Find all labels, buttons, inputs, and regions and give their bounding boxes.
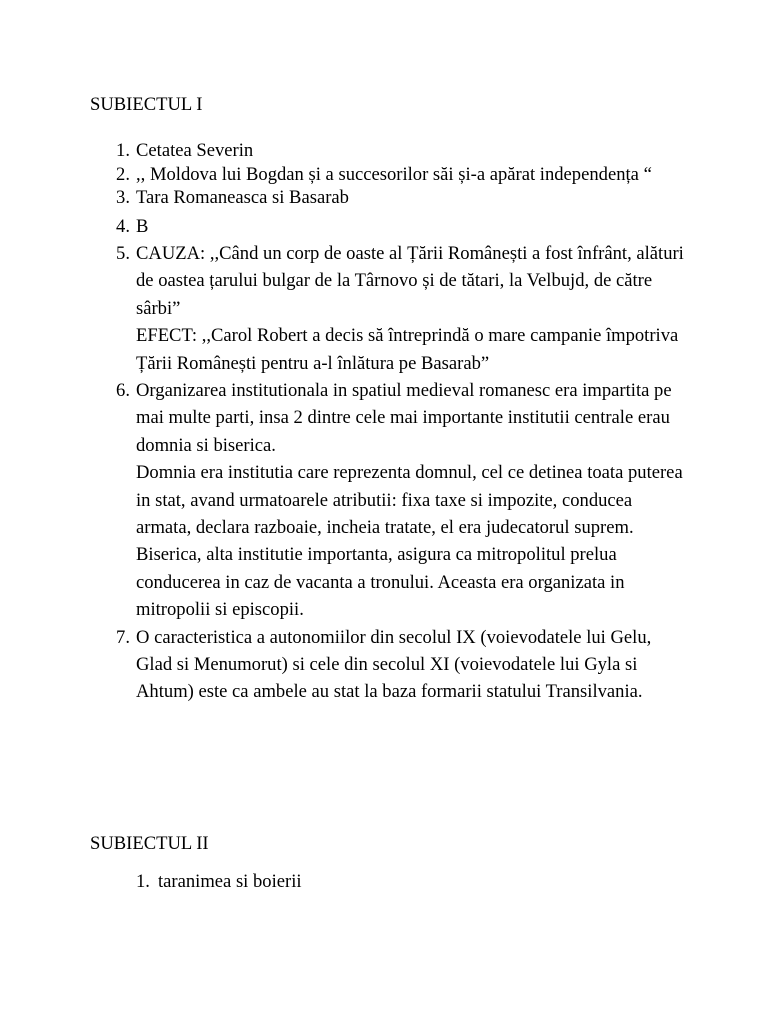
item-number: 3.: [116, 187, 130, 208]
item-number: 7.: [116, 626, 130, 648]
subject-1-heading: SUBIECTUL I: [90, 94, 203, 115]
subject-2-answer-list: [136, 870, 636, 894]
item-number: 1.: [136, 871, 150, 892]
answer-text: ,, Moldova lui Bogdan și a succesorilor săi și-a apărat independența “: [136, 163, 652, 185]
answer-item-6: [90, 377, 690, 624]
answer-item-5: [90, 240, 690, 377]
answer-paragraph: Biserica, alta institutie importanta, asigura ca mitropolitul prelua conducerea in caz de vacanta a tronului. Aceasta era organizata in mitropolii si episcopii.: [136, 544, 625, 621]
answer-paragraph: Domnia era institutia care reprezenta domnul, cel ce detinea toata puterea in stat, avand urmatoarele atributii: fixa taxe si impozite, conducea armata, declara razboaie, incheia tratate, el era judecatorul suprem.: [136, 462, 683, 538]
answer-item-1: [90, 139, 690, 163]
effect-paragraph: EFECT: ,,Carol Robert a decis să întreprindă o mare campanie împotriva Țării Românești pentru a-l înlătura pe Basarab”: [136, 325, 679, 374]
answer-item-2: [90, 163, 690, 187]
item-number: 6.: [116, 379, 130, 401]
item-number: 4.: [116, 215, 130, 237]
answer-text: O caracteristica a autonomiilor din secolul IX (voievodatele lui Gelu, Glad si Menumorut) si cele din secolul XI (voievodatele lui Gyla si Ahtum) este ca ambele au stat la baza formarii statului Transilvania.: [136, 626, 652, 703]
answer-text: B: [136, 215, 149, 237]
answer-text: taranimea si boierii: [158, 871, 302, 892]
item-number: 2.: [116, 163, 130, 185]
answer-item-4: [90, 213, 690, 240]
subject-2-heading: SUBIECTUL II: [90, 833, 209, 854]
item-number: 1.: [116, 140, 130, 161]
subject-1-answer-list: [90, 139, 690, 706]
item-number: 5.: [116, 242, 130, 264]
answer-text: Tara Romaneasca si Basarab: [136, 187, 349, 208]
cause-paragraph: CAUZA: ,,Când un corp de oaste al Țării Românești a fost înfrânt, alături de oastea țarului bulgar de la Târnovo și de tătari, la Velbujd, de către sârbi”: [136, 242, 684, 319]
answer-paragraph: Organizarea institutionala in spatiul medieval romanesc era impartita pe mai multe parti, insa 2 dintre cele mai importante institutii centrale erau domnia si biserica.: [136, 379, 672, 456]
answer-item-7: [90, 624, 690, 706]
answer-item-1: [136, 870, 636, 894]
answer-text: Cetatea Severin: [136, 140, 254, 161]
answer-item-3: [90, 186, 690, 210]
